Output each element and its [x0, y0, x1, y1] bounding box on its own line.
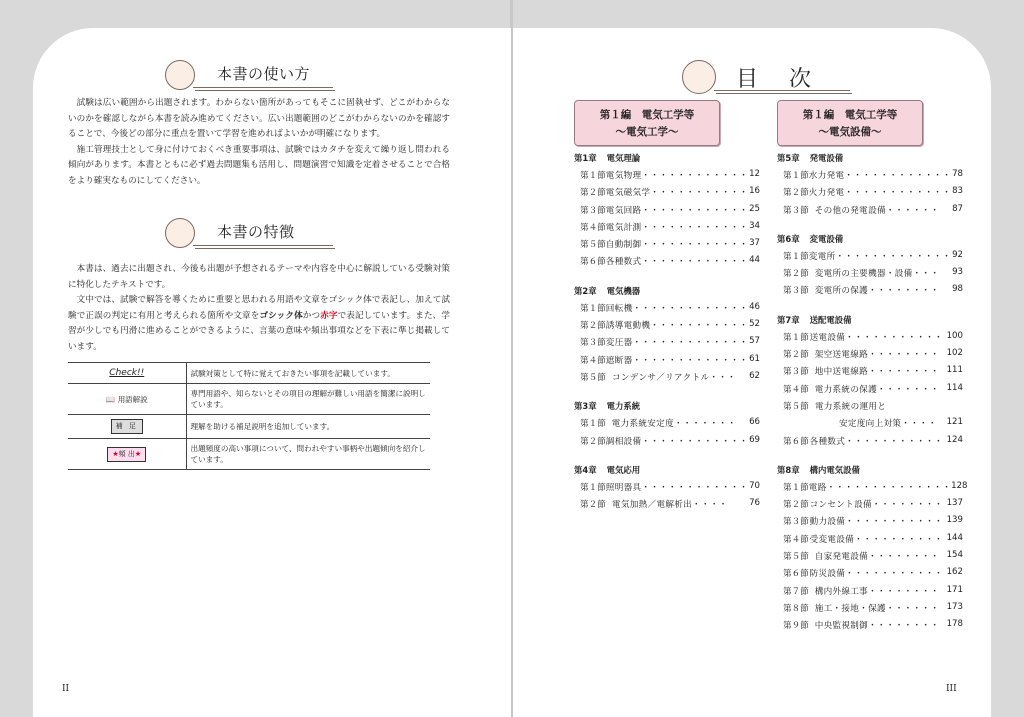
- section-number: 第２節: [783, 500, 809, 511]
- feature-body: [68, 262, 450, 355]
- section-title: 電気回路・・・・・・・・・・・・: [605, 205, 749, 216]
- usage-heading: [165, 60, 365, 90]
- chapter-number: 第2章: [574, 285, 597, 296]
- toc-entry[interactable]: [574, 255, 760, 272]
- section-page: 12: [749, 169, 760, 179]
- section-page: 52: [749, 319, 760, 330]
- gothic-emphasis: ゴシック体: [259, 310, 303, 321]
- section-title: 電気物理・・・・・・・・・・・・: [605, 171, 749, 181]
- chapter-heading[interactable]: [574, 464, 760, 476]
- section-title: 電力系統の運用と: [815, 401, 887, 412]
- section-page: 37: [749, 238, 760, 249]
- section-page: 57: [749, 336, 760, 347]
- section-title: 電気磁気学・・・・・・・・・・・: [605, 188, 749, 199]
- section-page: 62: [749, 370, 760, 381]
- section-number: 第３節: [783, 286, 809, 297]
- section-page: 93: [952, 267, 963, 278]
- toc-entry[interactable]: [574, 498, 760, 515]
- section-title: 自動制御・・・・・・・・・・・・: [605, 240, 749, 251]
- section-title: コンデンサ／リアクトル・・・: [611, 372, 737, 383]
- heading-circle-icon: [165, 60, 195, 90]
- part-subtitle: ～電気設備～: [818, 126, 882, 138]
- chapter-title: 発電設備: [809, 153, 844, 163]
- toc-title: 目 次: [736, 67, 823, 92]
- section-number: 第６節: [580, 257, 606, 268]
- toc-entry[interactable]: [777, 250, 963, 267]
- heading-underline: [714, 90, 850, 91]
- section-number: 第１節: [580, 303, 606, 314]
- section-title: 回転機・・・・・・・・・・・・・: [605, 303, 749, 314]
- legend-row: [68, 384, 430, 415]
- heading-circle-icon: [165, 218, 195, 248]
- section-title: 中央監視制御・・・・・・・・: [814, 621, 940, 632]
- chapter-gap: [574, 388, 760, 400]
- section-title: 架空送電線路・・・・・・・・: [814, 350, 940, 361]
- section-title: 火力発電・・・・・・・・・・・・: [808, 188, 952, 199]
- toc-column-1: [574, 152, 760, 515]
- toc-entry[interactable]: [777, 383, 963, 400]
- chapter-title: 電力系統: [606, 401, 641, 412]
- chapter-title: 電気理論: [606, 153, 641, 163]
- section-title: 動力設備・・・・・・・・・・・: [809, 517, 944, 528]
- chapter-heading[interactable]: [574, 400, 760, 412]
- section-number: 第４節: [580, 355, 606, 366]
- toc-entry[interactable]: [574, 371, 760, 388]
- section-title: 送電設備・・・・・・・・・・・: [809, 332, 944, 343]
- section-page: 162: [946, 567, 963, 578]
- toc-entry[interactable]: [777, 602, 963, 619]
- toc-entry[interactable]: [574, 302, 760, 319]
- section-page: 66: [749, 417, 760, 428]
- feature-text: で表記しています。また、学習が少しでも円滑に進めることができるように、言葉の意味や頻出事項などを下表に準じ掲載しています。: [68, 310, 450, 352]
- chapter-heading[interactable]: [777, 314, 963, 326]
- toc-entry[interactable]: [574, 354, 760, 371]
- chapter-number: 第7章: [777, 314, 800, 325]
- book-icon: [68, 384, 186, 415]
- chapter-title: 構内電気設備: [809, 464, 860, 475]
- section-title: 地中送電線路・・・・・・・・: [814, 367, 940, 378]
- toc-entry[interactable]: [574, 336, 760, 353]
- section-title: その他の発電設備・・・・・・: [814, 205, 940, 216]
- toc-entry[interactable]: [777, 348, 963, 365]
- toc-entry[interactable]: [574, 417, 760, 434]
- section-number: 第３節: [580, 338, 606, 349]
- section-number: 第２節: [580, 436, 606, 447]
- heading-underline: [195, 90, 335, 91]
- section-page: 78: [952, 169, 963, 179]
- section-page: 128: [951, 480, 968, 491]
- section-title: 自家発電設備・・・・・・・・: [814, 552, 940, 563]
- section-page: 137: [946, 498, 963, 509]
- section-page: 100: [946, 330, 963, 341]
- left-page-number: II: [62, 684, 70, 694]
- usage-paragraph-2: 施工管理技士として身に付けておくべき重要事項は、試験ではカタチを変えて繰り返し問われる傾向があります。本書とともに必ず過去問題集も活用し、問題演習で知識を定着させることで合格をより確実なものにしてください。: [68, 144, 450, 186]
- toc-entry[interactable]: [777, 567, 963, 584]
- section-title: 電気計測・・・・・・・・・・・・: [605, 222, 749, 233]
- section-page: 178: [946, 619, 963, 630]
- legend-desc: 専門用語や、知らないとその項目の理解が難しい用語を簡潔に説明しています。: [186, 384, 430, 415]
- section-title: 水力発電・・・・・・・・・・・・: [808, 171, 952, 181]
- section-title: 変電所・・・・・・・・・・・・・: [808, 251, 952, 262]
- section-number: 第２節: [783, 188, 809, 199]
- frequent-icon: [68, 439, 186, 470]
- section-number: 第２節: [580, 500, 606, 511]
- section-title: 電路・・・・・・・・・・・・・・: [808, 482, 952, 493]
- section-title: 変圧器・・・・・・・・・・・・・: [605, 338, 749, 349]
- toc-entry[interactable]: [777, 331, 963, 348]
- chapter-gap: [777, 452, 963, 464]
- red-emphasis: 赤字: [320, 310, 338, 321]
- chapter-heading[interactable]: [777, 152, 963, 164]
- legend-table: [68, 362, 430, 470]
- toc-entry[interactable]: [777, 400, 963, 417]
- section-title: 安定度向上対策・・・・: [839, 419, 937, 430]
- section-page: 25: [749, 203, 760, 214]
- section-page: 61: [749, 353, 760, 364]
- section-title: 防災設備・・・・・・・・・・・: [809, 569, 944, 580]
- feature-paragraph-2: [68, 293, 450, 355]
- section-page: 139: [946, 515, 963, 526]
- heading-underline: [193, 87, 333, 88]
- section-title: 電力系統の保護・・・・・・・: [814, 384, 940, 395]
- frequent-badge: [107, 447, 146, 462]
- section-number: 第２節: [783, 269, 809, 280]
- section-number: 第１節: [580, 419, 606, 430]
- supplement-icon: [68, 415, 186, 439]
- section-number: 第１節: [580, 171, 606, 181]
- section-page: 46: [749, 301, 760, 312]
- section-number: 第３節: [783, 205, 809, 216]
- toc-entry[interactable]: [777, 267, 963, 284]
- feature-heading-title: 本書の特徴: [217, 223, 295, 241]
- section-page: 111: [946, 365, 963, 376]
- chapter-title: 変電設備: [809, 233, 844, 244]
- section-number: 第１節: [580, 482, 606, 493]
- section-title: 変電所の保護・・・・・・・・: [814, 286, 940, 297]
- frequent-label: 頻 出: [118, 449, 135, 458]
- part-title: 第１編 電気工学等: [802, 109, 898, 121]
- toc-entry[interactable]: [777, 550, 963, 567]
- section-number: 第５節: [783, 552, 809, 563]
- section-number: 第１節: [783, 251, 809, 262]
- toc-entry[interactable]: [574, 204, 760, 221]
- section-title: 誘導電動機・・・・・・・・・・・: [605, 321, 749, 332]
- section-page: 124: [946, 434, 963, 445]
- legend-row: [68, 363, 430, 384]
- chapter-title: 送配電設備: [809, 314, 852, 325]
- section-number: 第２節: [580, 321, 606, 332]
- section-page: [939, 400, 963, 417]
- check-label: Check!!: [109, 368, 145, 378]
- chapter-number: 第5章: [777, 153, 800, 163]
- section-title: 各種数式・・・・・・・・・・・・: [605, 257, 749, 268]
- section-page: 144: [946, 532, 963, 543]
- open-book-icon: 📖: [105, 394, 116, 404]
- legend-row: [68, 439, 430, 470]
- toc-entry[interactable]: [777, 169, 963, 186]
- toc-entry[interactable]: [777, 498, 963, 515]
- section-number: 第８節: [783, 603, 809, 614]
- legend-desc: 出題頻度の高い事項について、問われやすい事柄や出題傾向を紹介しています。: [186, 439, 430, 470]
- section-number: 第３節: [783, 367, 809, 378]
- section-page: 34: [749, 220, 760, 231]
- section-number: 第６節: [783, 436, 809, 447]
- toc-entry[interactable]: [574, 481, 760, 498]
- section-page: 44: [749, 255, 760, 266]
- toc-entry[interactable]: [777, 186, 963, 203]
- legend-desc: 試験対策として特に覚えておきたい事項を記載しています。: [186, 363, 430, 384]
- section-title: 施工・接地・保護・・・・・・: [814, 603, 940, 614]
- section-title: 電気加熱／電解析出・・・・: [612, 500, 728, 511]
- usage-paragraph-1: 試験は広い範囲から出題されます。わからない箇所があってもそこに固執せず、どこがわからないのかを確認しながら本書を読み進めてください。広い出題範囲のどこがわからないのかを確認することで、今後どの部分に重点を置いて学習を進めればよいかが明確になります。: [68, 98, 450, 139]
- toc-entry[interactable]: [777, 619, 963, 636]
- toc-entry[interactable]: [574, 221, 760, 238]
- chapter-number: 第3章: [574, 401, 597, 412]
- section-title: 照明器具・・・・・・・・・・・・: [605, 482, 749, 493]
- chapter-number: 第4章: [574, 464, 597, 475]
- section-page: 173: [946, 601, 963, 612]
- section-number: 第４節: [580, 222, 606, 233]
- chapter-heading[interactable]: [574, 285, 760, 297]
- toc-entry[interactable]: [777, 480, 968, 498]
- section-page: 121: [946, 417, 963, 428]
- chapter-number: 第8章: [777, 464, 800, 475]
- chapter-heading[interactable]: [777, 464, 963, 476]
- chapter-heading[interactable]: [777, 233, 963, 245]
- toc-entry[interactable]: [777, 365, 963, 382]
- section-page: 87: [952, 203, 963, 214]
- section-number: 第２節: [783, 350, 809, 361]
- section-page: 102: [946, 348, 963, 359]
- section-number: 第１節: [783, 332, 809, 343]
- feature-heading: [165, 218, 365, 248]
- usage-heading-title: 本書の使い方: [217, 65, 311, 83]
- usage-body: [68, 96, 450, 189]
- heading-underline: [193, 245, 333, 246]
- toc-entry[interactable]: [777, 417, 963, 434]
- right-page-number: III: [946, 684, 957, 694]
- section-page: 154: [946, 550, 963, 561]
- section-title: コンセント設備・・・・・・・・: [809, 500, 944, 511]
- chapter-title: 電気応用: [606, 464, 641, 475]
- toc-entry[interactable]: [574, 186, 760, 203]
- section-page: 70: [749, 480, 760, 491]
- section-number: 第９節: [783, 621, 809, 632]
- toc-entry[interactable]: [574, 319, 760, 336]
- feature-text: 文中では、試験で解答を導くために重要と思われる用語や文章をゴシック体で表記し、加えて試験で正誤の判定に有用と考えられる箇所や文章を: [68, 295, 450, 321]
- chapter-heading[interactable]: [574, 152, 760, 164]
- section-page: 83: [952, 186, 963, 197]
- star-icon: ★: [112, 449, 119, 458]
- toc-entry[interactable]: [574, 238, 760, 255]
- legend-row: [68, 415, 430, 439]
- chapter-gap: [574, 452, 760, 464]
- star-icon: ★: [134, 449, 142, 458]
- check-icon: [68, 363, 186, 384]
- toc-entry[interactable]: [777, 435, 963, 452]
- section-page: 16: [749, 186, 760, 197]
- section-number: 第１節: [783, 482, 809, 493]
- supplement-label: 補 足: [111, 419, 143, 434]
- toc-entry[interactable]: [777, 284, 963, 301]
- section-title: 各種数式・・・・・・・・・・・: [809, 436, 944, 447]
- glossary-label: 用語解説: [117, 394, 148, 404]
- part-box-electrical-engineering: [574, 100, 720, 146]
- section-title: 電力系統安定度・・・・・・・: [611, 419, 737, 430]
- heading-underline: [716, 93, 852, 94]
- part-box-electrical-equipment: [777, 100, 923, 146]
- section-number: 第７節: [783, 586, 809, 597]
- toc-entry[interactable]: [777, 204, 963, 221]
- section-number: 第５節: [580, 240, 606, 251]
- section-number: 第４節: [783, 534, 809, 545]
- chapter-number: 第6章: [777, 233, 800, 244]
- section-page: 98: [952, 284, 963, 295]
- heading-underline: [195, 248, 335, 249]
- toc-entry[interactable]: [777, 533, 963, 550]
- legend-desc: 理解を助ける補足説明を追加しています。: [186, 415, 430, 439]
- section-number: 第３節: [783, 517, 809, 528]
- feature-text: かつ: [302, 310, 321, 321]
- section-number: 第６節: [783, 569, 809, 580]
- section-title: 構内外線工事・・・・・・・・: [814, 586, 940, 597]
- toc-column-2: [777, 152, 968, 637]
- section-page: 171: [946, 584, 963, 595]
- chapter-gap: [574, 273, 760, 285]
- toc-entry[interactable]: [777, 515, 963, 532]
- section-title: 受変電設備・・・・・・・・・・: [809, 534, 944, 545]
- heading-circle-icon: [682, 60, 716, 94]
- chapter-title: 電気機器: [606, 285, 641, 296]
- section-number: 第３節: [580, 205, 606, 216]
- section-number: 第４節: [783, 384, 809, 395]
- part-title: 第１編 電気工学等: [599, 109, 695, 121]
- section-number: 第１節: [783, 171, 809, 181]
- section-number: 第５節: [783, 401, 809, 412]
- toc-entry[interactable]: [574, 169, 760, 186]
- section-page: 114: [946, 382, 963, 393]
- section-page: 69: [749, 434, 760, 445]
- section-title: 変電所の主要機器・設備・・・: [814, 269, 940, 280]
- section-page: 76: [749, 498, 760, 509]
- section-title: 遮断器・・・・・・・・・・・・・: [605, 355, 749, 366]
- section-number: 第２節: [580, 188, 606, 199]
- chapter-number: 第1章: [574, 153, 597, 163]
- section-title: 調相設備・・・・・・・・・・・・: [605, 436, 749, 447]
- toc-entry[interactable]: [777, 585, 963, 602]
- chapter-gap: [777, 302, 963, 314]
- feature-paragraph-1: 本書は、過去に出題され、今後も出題が予想されるテーマや内容を中心に解説している受験対策に特化したテキストです。: [68, 264, 450, 290]
- chapter-gap: [777, 221, 963, 233]
- toc-entry[interactable]: [574, 435, 760, 452]
- section-number: 第５節: [580, 372, 606, 383]
- part-subtitle: ～電気工学～: [615, 126, 679, 138]
- section-page: 92: [952, 249, 963, 260]
